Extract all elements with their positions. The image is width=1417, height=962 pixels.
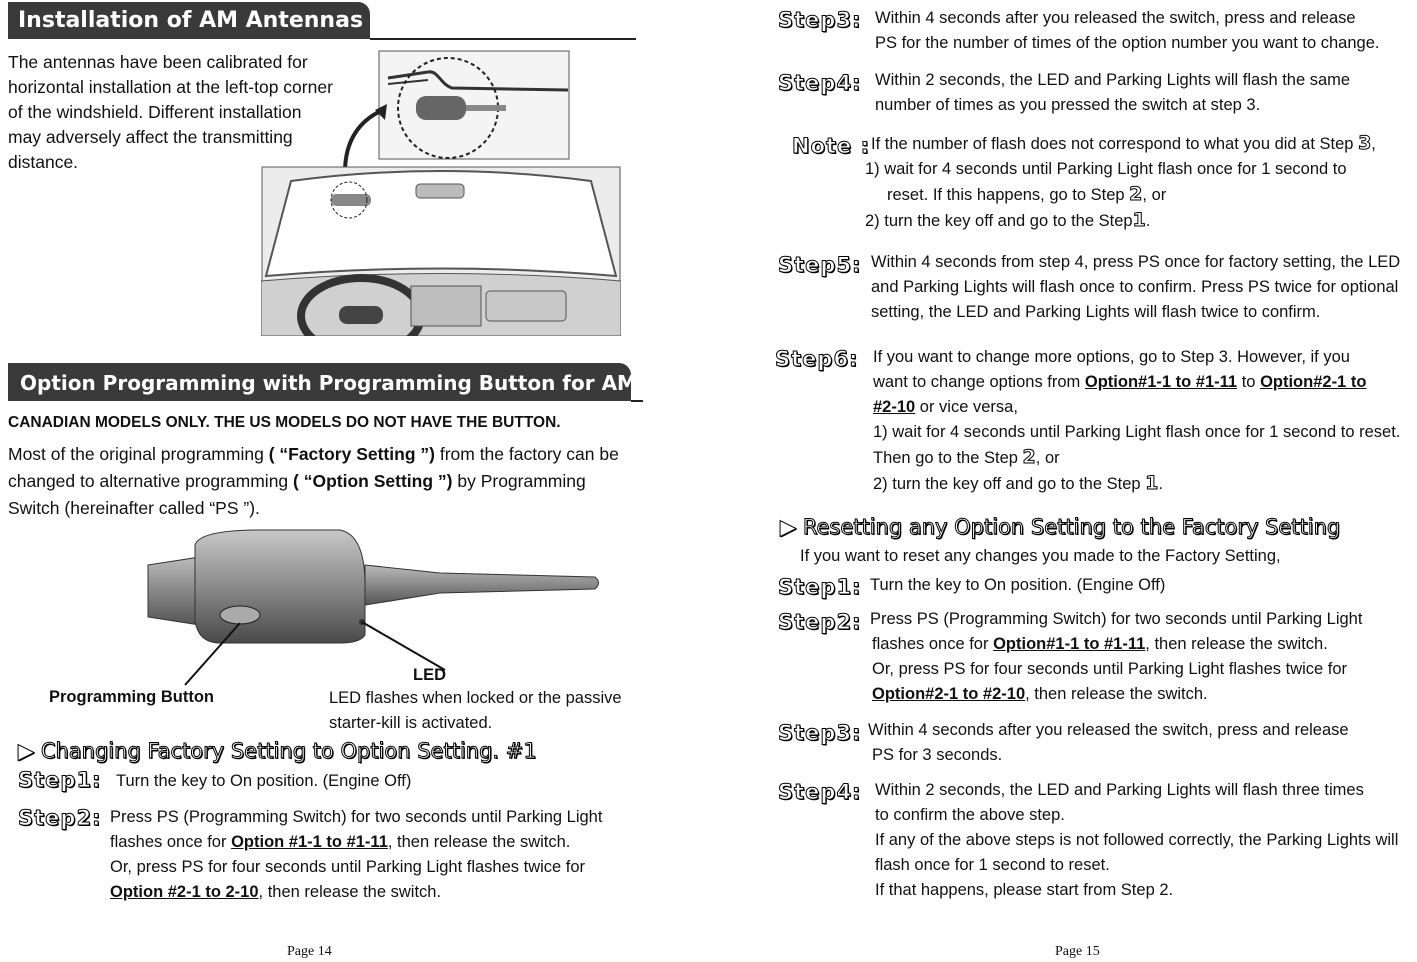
reset-step2-d2: , then release the switch. (1025, 685, 1208, 703)
reset-section-title: ▶ Resetting any Option Setting to the Factory Setting (780, 515, 1341, 539)
antenna-unit-illustration (140, 525, 610, 695)
left-step2-line-d (110, 880, 630, 905)
left-step2-b1: flashes once for (110, 833, 227, 851)
note-line-b: 1) wait for 4 seconds until Parking Light flash once for 1 second to (865, 160, 1347, 178)
note-step2-number: 2 (1129, 183, 1143, 205)
option-rule (631, 400, 643, 402)
left-step2-label: Step2: (18, 806, 102, 830)
reset-step2-label: Step2: (778, 610, 862, 634)
led-label: LED (413, 666, 446, 684)
reset-option1-link: Option#1-1 to #1-11 (993, 635, 1146, 653)
reset-step1-label: Step1: (778, 575, 862, 599)
left-step1-label: Step1: (18, 768, 102, 792)
left-step2-line-a: Press PS (Programming Switch) for two seconds until Parking Light (110, 808, 603, 826)
step6-e2: , or (1035, 449, 1060, 467)
right-step3-line-b: PS for the number of times of the option number you want to change. (875, 34, 1380, 52)
step6-f: 2) turn the key off and go to the Step (873, 475, 1141, 493)
note-label: Note : (792, 134, 870, 158)
intro-text-2: from the factory can be changed to alternative programming (8, 444, 619, 491)
right-step6-line-e (873, 445, 1400, 471)
right-step6-line-f: 2) turn the key off and go to the Step 1. (873, 472, 1163, 494)
reset-step2-text (870, 607, 1362, 707)
step6-option2-link: Option#2-1 to (1260, 373, 1367, 391)
page-number-left: Page 14 (287, 944, 332, 959)
right-step4-label: Step4: (778, 71, 862, 95)
reset-step4-line-d: flash once for 1 second to reset. (875, 856, 1110, 874)
note-line-a: If the number of flash does not correspond to what you did at Step 3, (871, 132, 1376, 154)
reset-step4-line-a: Within 2 seconds, the LED and Parking Lights will flash three times (875, 781, 1364, 799)
right-step5-label: Step5: (778, 253, 862, 277)
right-step4-line-a: Within 2 seconds, the LED and Parking Lights will flash the same (875, 71, 1351, 89)
left-step2-option1-link: Option #1-1 to #1-11 (231, 833, 388, 851)
left-step2-b2: , then release the switch. (387, 833, 571, 851)
right-step6-text (873, 345, 1400, 497)
reset-step2-line-d (870, 682, 1362, 707)
intro-paragraph (8, 441, 633, 522)
right-step4-text (875, 68, 1350, 118)
pointer-arrow (335, 100, 395, 175)
note-text (865, 131, 1376, 234)
changing-section-title: ▶ Changing Factory Setting to Option Setting. #1 (18, 739, 537, 763)
left-step2-d2: , then release the switch. (258, 883, 442, 901)
option-title: Option Programming with Programming Button for AM Units (20, 371, 703, 395)
right-step4-line-b: number of times as you pressed the switch at step 3. (875, 96, 1261, 114)
reset-step1-text: Turn the key to On position. (Engine Off) (870, 576, 1166, 594)
left-step2-text (110, 805, 630, 905)
note-step1-number: 1 (1132, 209, 1146, 231)
reset-intro: If you want to reset any changes you made to the Factory Setting, (800, 547, 1281, 565)
note-a: If the number of flash does not correspond to what you did at Step (871, 135, 1354, 153)
right-step5-line-b: and Parking Lights will flash once to confirm. Press PS twice for optional (871, 278, 1399, 296)
note-c2: , or (1142, 186, 1167, 204)
intro-factory: ( “Factory Setting ”) (268, 444, 435, 464)
right-step6-line-a: If you want to change more options, go to Step 3. However, if you (873, 348, 1350, 366)
reset-step2-line-c: Or, press PS for four seconds until Parking Light flashes twice for (872, 660, 1348, 678)
left-step1-text: Turn the key to On position. (Engine Off) (116, 772, 412, 790)
reset-step4-line-c: If any of the above steps is not followed correctly, the Parking Lights will (875, 831, 1399, 849)
reset-step2-b1: flashes once for (872, 635, 989, 653)
step6-b1: want to change options from (873, 373, 1081, 391)
reset-step3-line-a: Within 4 seconds after you released the switch, press and release (868, 721, 1349, 739)
note-step3-number: 3 (1358, 132, 1372, 154)
reset-step2-line-b (870, 632, 1362, 657)
programming-button-label: Programming Button (49, 688, 214, 706)
left-step2-line-b (110, 830, 630, 855)
step6-b2: to (1237, 373, 1256, 391)
reset-step3-line-b: PS for 3 seconds. (872, 746, 1003, 764)
note-c: reset. If this happens, go to Step (887, 186, 1125, 204)
step6-step2-number: 2 (1022, 446, 1036, 468)
step6-step1-number: 1 (1145, 472, 1159, 494)
right-step5-text (871, 250, 1400, 325)
install-text: The antennas have been calibrated for horizontal installation at the left-top corner of the windshield. Different installation may adversely affect the transmitting distance. (8, 52, 333, 172)
note-d: 2) turn the key off and go to the Step (865, 212, 1133, 230)
reset-step4-line-e: If that happens, please start from Step 2. (875, 881, 1174, 899)
install-rule (370, 38, 636, 40)
led-description: LED flashes when locked or the passive starter-kill is activated. (329, 689, 622, 732)
right-step6-line-b (873, 370, 1400, 395)
right-step3-label: Step3: (778, 8, 862, 32)
right-step5-line-c: setting, the LED and Parking Lights will flash twice to confirm. (871, 303, 1321, 321)
option-banner (8, 363, 703, 401)
intro-option: ( “Option Setting ”) (293, 471, 453, 491)
reset-step3-label: Step3: (778, 721, 862, 745)
reset-step3-text (868, 718, 1349, 768)
intro-text-3: by Programming Switch (hereinafter called “PS ”). (8, 471, 586, 518)
reset-step2-line-a: Press PS (Programming Switch) for two seconds until Parking Light (870, 610, 1363, 628)
right-step3-line-a: Within 4 seconds after you released the switch, press and release (875, 9, 1356, 27)
step6-option1-link: Option#1-1 to #1-11 (1084, 373, 1238, 391)
canadian-note: CANADIAN MODELS ONLY. THE US MODELS DO NOT HAVE THE BUTTON. (8, 414, 561, 431)
install-title: Installation of AM Antennas (18, 8, 364, 33)
note-line-c (865, 182, 1376, 208)
right-step6-line-c (873, 395, 1400, 420)
reset-step4-line-b: to confirm the above step. (875, 806, 1065, 824)
right-step3-text (875, 6, 1379, 56)
reset-step4-text (875, 778, 1398, 903)
step6-c2: or vice versa, (915, 398, 1018, 416)
intro-text-1: Most of the original programming (8, 444, 264, 464)
right-step6-line-d: 1) wait for 4 seconds until Parking Light flash once for 1 second to reset. (873, 423, 1401, 441)
reset-step2-b2: , then release the switch. (1145, 635, 1328, 653)
right-step5-line-a: Within 4 seconds from step 4, press PS once for factory setting, the LED (871, 253, 1401, 271)
car-interior-illustration (261, 166, 621, 336)
step6-e: Then go to the Step (873, 449, 1018, 467)
install-banner (8, 2, 370, 39)
note-line-d: 2) turn the key off and go to the Step1. (865, 209, 1151, 231)
reset-step4-label: Step4: (778, 780, 862, 804)
right-step6-label: Step6: (775, 347, 859, 371)
reset-option2-link: Option#2-1 to #2-10 (872, 685, 1026, 703)
page-number-right: Page 15 (1055, 944, 1100, 959)
step6-option2-end-link: #2-10 (873, 398, 916, 416)
antenna-detail-illustration (378, 50, 570, 160)
left-step2-line-c: Or, press PS for four seconds until Parking Light flashes twice for (110, 858, 586, 876)
left-step2-option2-link: Option #2-1 to 2-10 (110, 883, 259, 901)
